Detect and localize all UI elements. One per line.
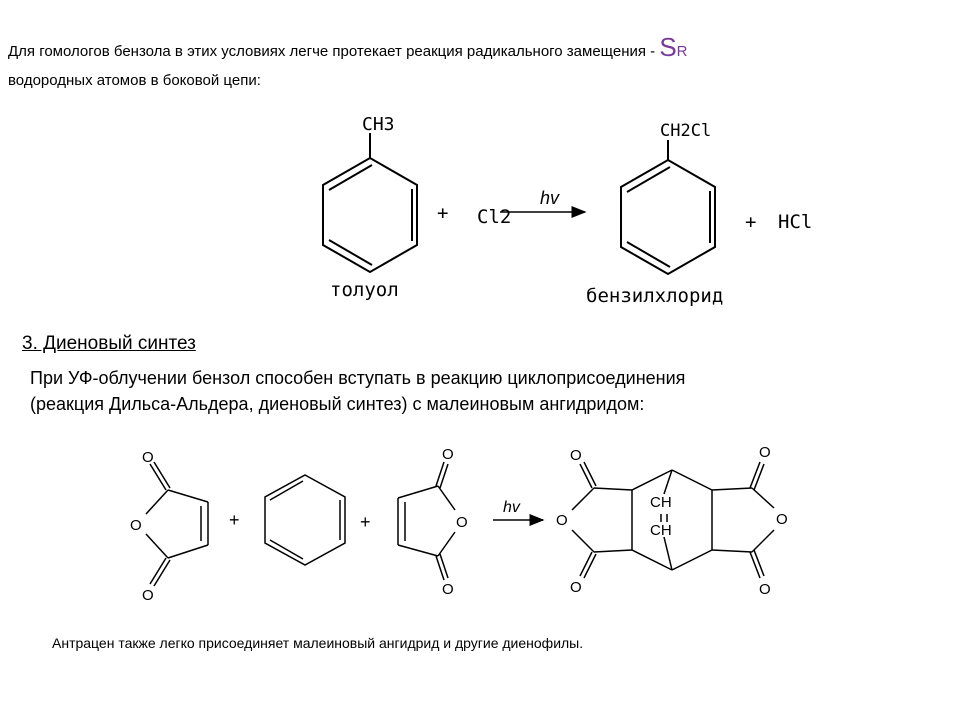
section-heading: 3. Диеновый синтез bbox=[22, 333, 196, 354]
footer-note: Антрацен также легко присоединяет малеиновый ангидрид и другие диенофилы. bbox=[52, 635, 584, 651]
atom-o-label: O bbox=[570, 447, 582, 464]
ch-bridge-label: CH bbox=[650, 522, 672, 539]
atom-o-label: O bbox=[556, 512, 568, 529]
intro-text: Для гомологов бензола в этих условиях легче протекает реакция радикального замещения - bbox=[8, 43, 660, 60]
sr-subscript: R bbox=[676, 43, 688, 60]
sr-symbol: S bbox=[659, 32, 677, 62]
paragraph-line-1: При УФ-облучении бензол способен вступать в реакцию циклоприсоединения bbox=[30, 368, 686, 388]
toluene-name: толуол bbox=[330, 279, 399, 301]
maleic-anhydride-right bbox=[398, 462, 455, 580]
hv-condition-1: hv bbox=[540, 188, 560, 208]
toluene-ch3-label: CH3 bbox=[362, 114, 395, 135]
atom-o-label: O bbox=[130, 517, 142, 534]
benzene-structure bbox=[265, 475, 345, 565]
plus-sign-2: + bbox=[745, 211, 757, 233]
benzyl-chloride-name: бензилхлорид bbox=[586, 285, 724, 307]
bis-adduct-structure bbox=[572, 462, 774, 578]
atom-o-label: O bbox=[142, 587, 154, 604]
paragraph-line-2: (реакция Дильса-Альдера, диеновый синтез) с малеиновым ангидридом: bbox=[30, 394, 645, 414]
atom-o-label: O bbox=[759, 444, 771, 461]
hv-condition-2: hv bbox=[503, 499, 520, 516]
ch-bridge-label: CH bbox=[650, 494, 672, 511]
plus-sign-1: + bbox=[437, 202, 449, 224]
plus-sign-4: + bbox=[360, 512, 371, 532]
atom-o-label: O bbox=[456, 514, 468, 531]
atom-o-label: O bbox=[142, 449, 154, 466]
benzyl-chloride-structure bbox=[621, 140, 715, 274]
chlorine-reagent: Cl2 bbox=[477, 206, 512, 228]
intro-line-2: водородных атомов в боковой цепи: bbox=[8, 72, 261, 89]
toluene-structure bbox=[323, 133, 417, 272]
atom-o-label: O bbox=[442, 446, 454, 463]
atom-o-label: O bbox=[570, 579, 582, 596]
maleic-anhydride-left bbox=[146, 462, 208, 586]
atom-o-label: O bbox=[776, 511, 788, 528]
hcl-byproduct: HCl bbox=[778, 211, 813, 233]
product-ch2cl-label: CH2Cl bbox=[660, 121, 712, 141]
atom-o-label: O bbox=[759, 581, 771, 598]
atom-o-label: O bbox=[442, 581, 454, 598]
plus-sign-3: + bbox=[229, 510, 240, 530]
